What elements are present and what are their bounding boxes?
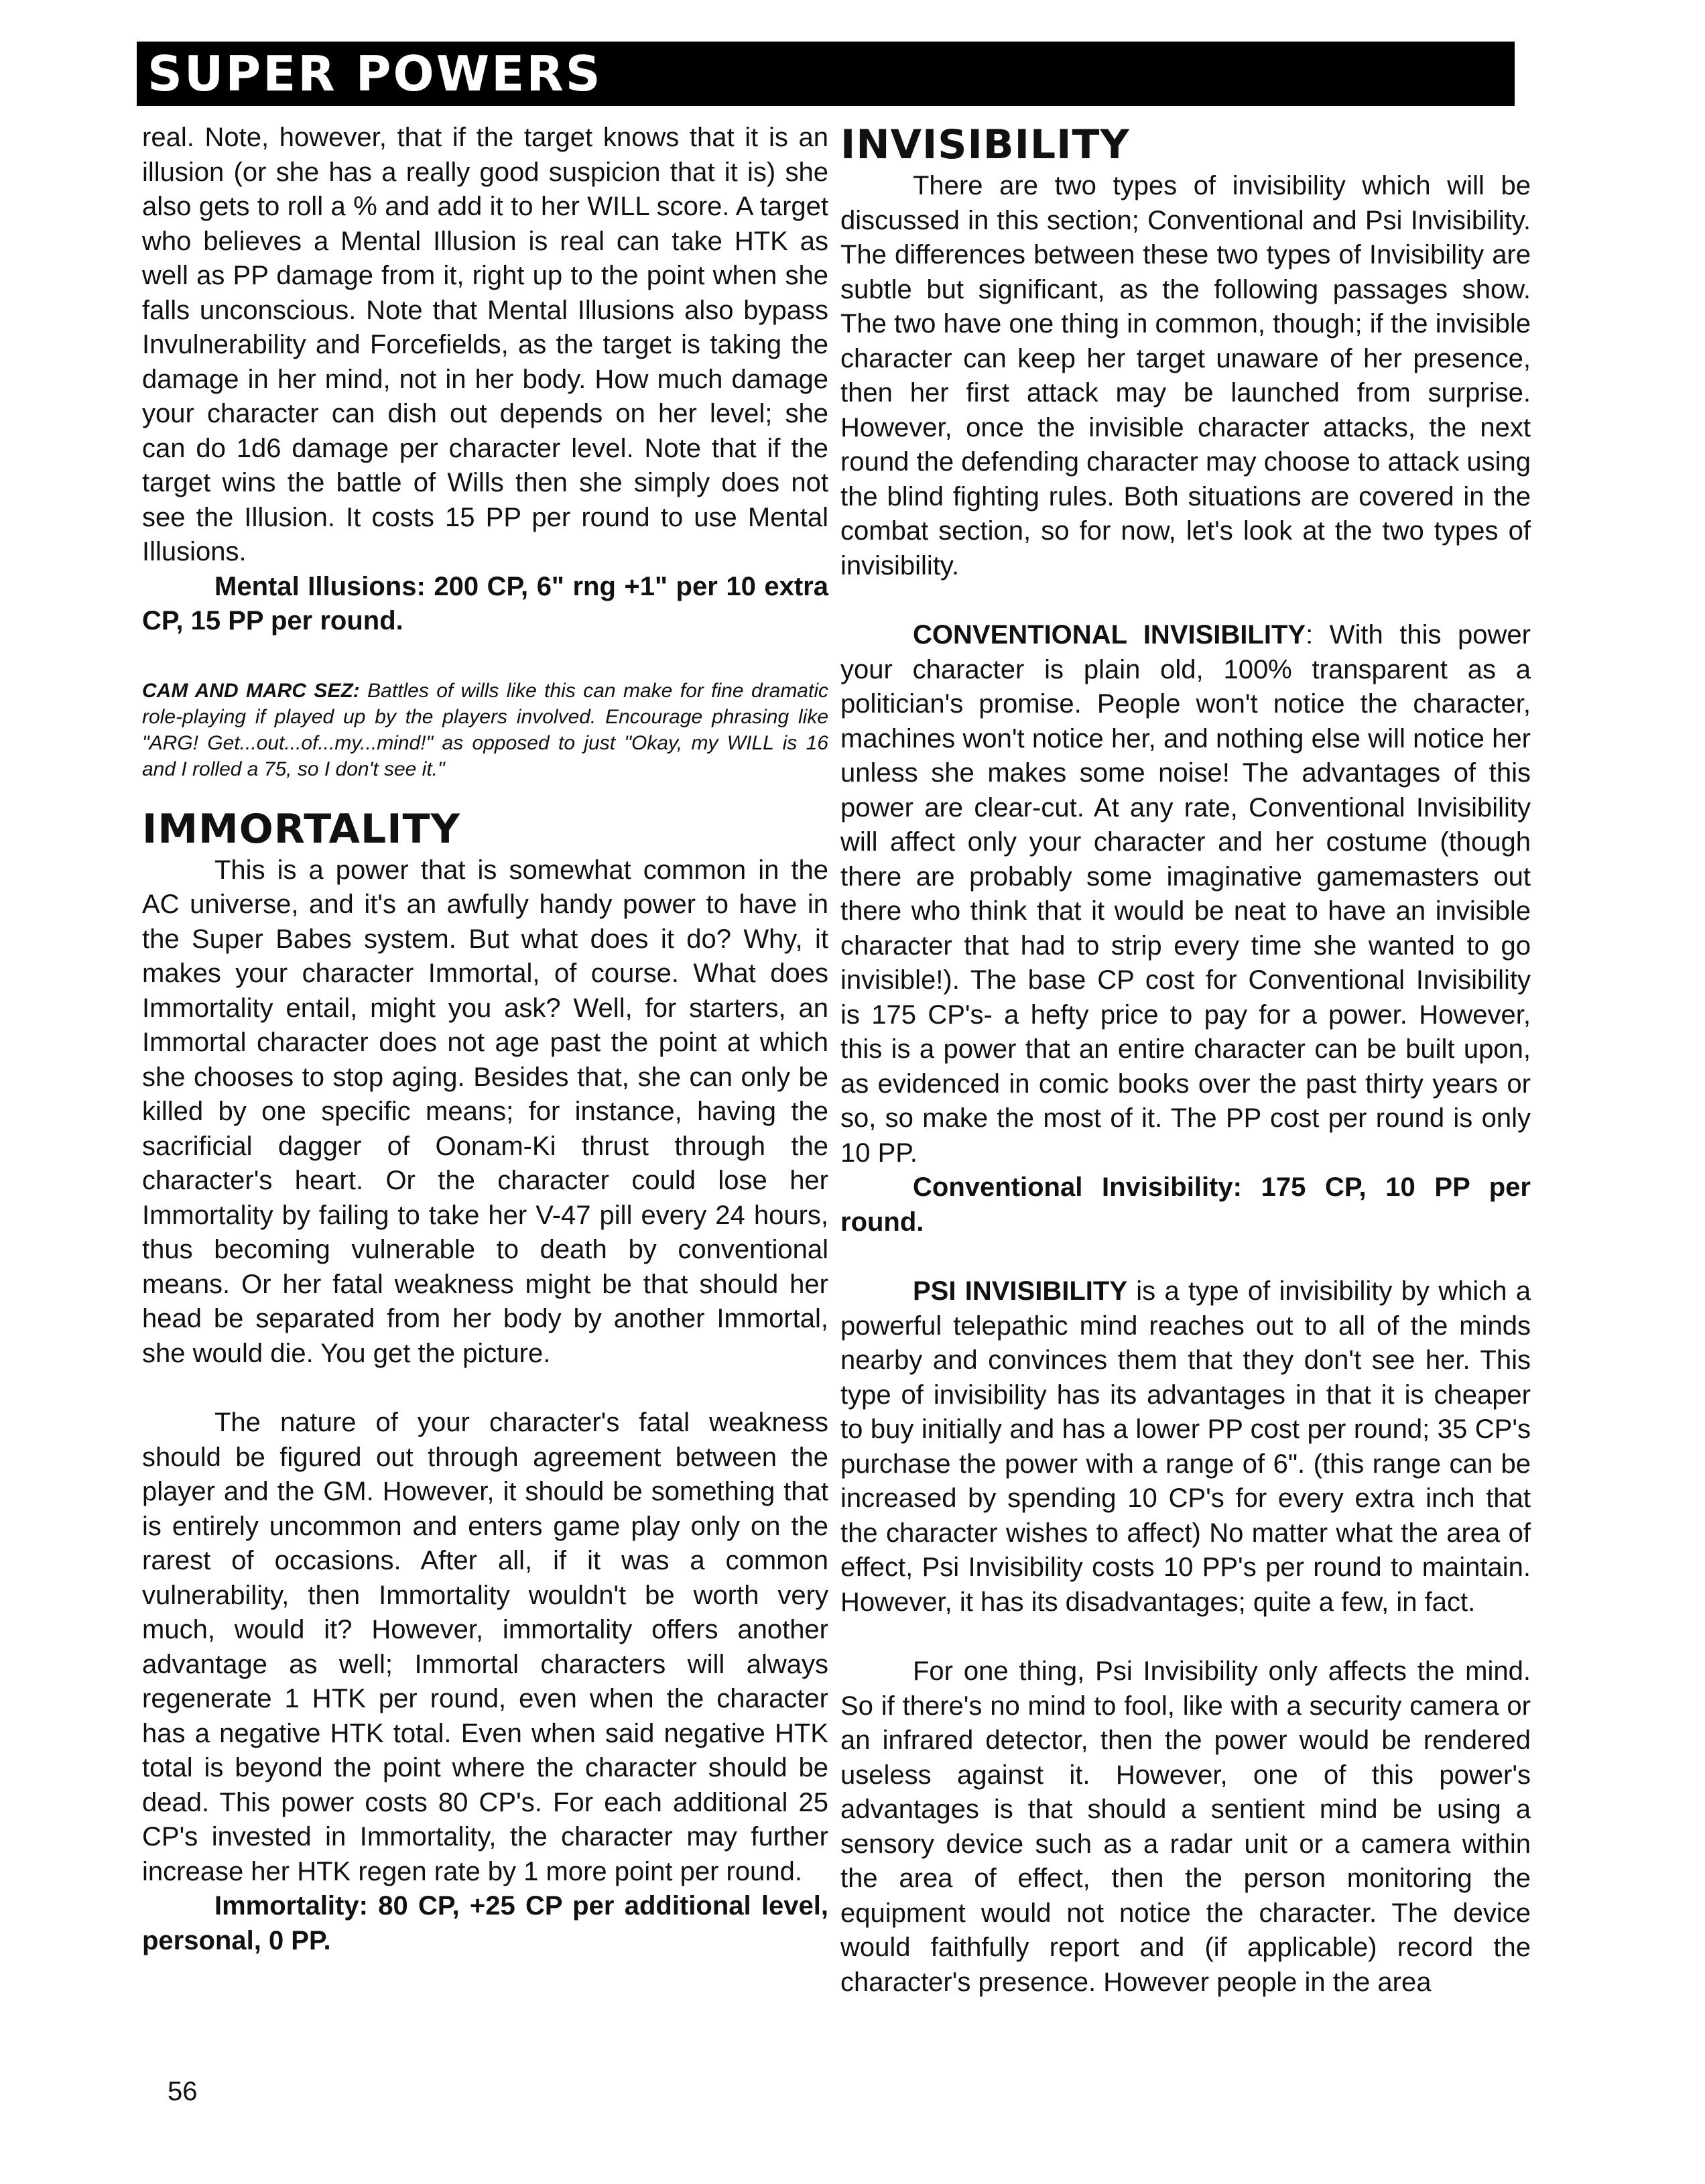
immortality-heading: IMMORTALITY: [142, 805, 460, 853]
psi-invisibility-paragraph: [840, 1274, 1531, 1620]
psi-invisibility-label: PSI INVISIBILITY: [913, 1276, 1127, 1306]
psi-invisibility-text: is a type of invisibility by which a powerful telepathic mind reaches out to all of the minds nearby and convinces them that they don't see her. This type of invisibility has its advantages in that it is cheaper to buy initially and has a lower PP cost per round; 35 CP's purchase the power with a range of 6". (this range can be increased by spending 10 CP's for every extra inch that the character wishes to affect) No matter what the area of effect, Psi Invisibility costs 10 PP's per round to maintain. However, it has its disadvantages; quite a few, in fact.: [840, 1276, 1531, 1617]
left-column: [142, 121, 828, 1958]
immortality-stat-line: Immortality: 80 CP, +25 CP per additional level, personal, 0 PP.: [142, 1891, 828, 1955]
mental-illusions-stat-line: Mental Illusions: 200 CP, 6" rng +1" per 10 extra CP, 15 PP per round.: [142, 571, 828, 635]
designer-sidebar-note: [142, 678, 828, 782]
sidebar-lead: CAM AND MARC SEZ:: [142, 679, 360, 702]
section-header-title: SUPER POWERS: [147, 46, 603, 102]
sidebar-text: Battles of wills like this can make for fine dramatic role-playing if played up by the players involved. Encourage phrasing like "ARG! Get...out...of...my...mind!" as opposed to just "Okay, my WILL is 16 and I rolled a 75, so I don't see it.": [142, 679, 828, 780]
immortality-paragraph-1: This is a power that is somewhat common in the AC universe, and it's an awfully handy power to have in the Super Babes system. But what does it do? Why, it makes your character Immortal, of course. What does Immortality entail, might you ask? Well, for starters, an Immortal character does not age past the point at which she chooses to stop aging. Besides that, she can only be killed by one specific means; for instance, having the sacrificial dagger of Oonam-Ki thrust through the character's heart. Or the character could lose her Immortality by failing to take her V-47 pill every 24 hours, thus becoming vulnerable to death by conventional means. Or her fatal weakness might be that should her head be separated from her body by another Immortal, she would die. You get the picture.: [142, 855, 828, 1368]
conventional-invisibility-paragraph: [840, 618, 1531, 1170]
invisibility-heading: INVISIBILITY: [840, 121, 1130, 168]
immortality-paragraph-2: The nature of your character's fatal weakness should be figured out through agreement between the player and the GM. However, it should be something that is entirely uncommon and enters game play only on the rarest of occasions. After all, if it was a common vulnerability, then Immortality wouldn't be worth very much, would it? However, immortality offers another advantage as well; Immortal characters will always regenerate 1 HTK per round, even when the character has a negative HTK total. Even when said negative HTK total is beyond the point where the character should be dead. This power costs 80 CP's. For each additional 25 CP's invested in Immortality, the character may further increase her HTK regen rate by 1 more point per round.: [142, 1408, 828, 1886]
conventional-invisibility-stat-line: Conventional Invisibility: 175 CP, 10 PP per round.: [840, 1172, 1531, 1237]
right-column: [840, 121, 1531, 2000]
mental-illusions-continued-paragraph: real. Note, however, that if the target knows that it is an illusion (or she has a really good suspicion that it is) she also gets to roll a % and add it to her WILL score. A target who believes a Mental Illusion is real can take HTK as well as PP damage from it, right up to the point when she falls unconscious. Note that Mental Illusions also bypass Invulnerability and Forcefields, as the target is taking the damage in her mind, not in her body. How much damage your character can dish out depends on her level; she can do 1d6 damage per character level. Note that if the target wins the battle of Wills then she simply does not see the Illusion. It costs 15 PP per round to use Mental Illusions.: [142, 123, 828, 566]
invisibility-intro-paragraph: There are two types of invisibility which will be discussed in this section; Conventional and Psi Invisibility. The differences between these two types of Invisibility are subtle but significant, as the following passages show. The two have one thing in common, though; if the invisible character can keep her target unaware of her presence, then her first attack may be launched from surprise. However, once the invisible character attacks, the next round the defending character may choose to attack using the blind fighting rules. Both situations are covered in the combat section, so for now, let's look at the two types of invisibility.: [840, 171, 1531, 581]
conventional-invisibility-label: CONVENTIONAL INVISIBILITY: [913, 620, 1306, 650]
page-number: 56: [168, 2077, 198, 2106]
psi-invisibility-paragraph-2: For one thing, Psi Invisibility only affects the mind. So if there's no mind to fool, like with a security camera or an infrared detector, then the power would be rendered useless against it. However, one of this power's advantages is that should a sentient mind be using a sensory device such as a radar unit or a camera within the area of effect, then the person monitoring the equipment would not notice the character. The device would faithfully report and (if applicable) record the character's presence. However people in the area: [840, 1656, 1531, 1997]
conventional-invisibility-text: : With this power your character is plain old, 100% transparent as a politician's promise. People won't notice the character, machines won't notice her, and nothing else will notice her unless she makes some noise! The advantages of this power are clear-cut. At any rate, Conventional Invisibility will affect only your character and her costume (though there are probably some imaginative gamemasters out there who think that it would be neat to have an invisible character that had to strip every time she wanted to go invisible!). The base CP cost for Conventional Invisibility is 175 CP's- a hefty price to pay for a power. However, this is a power that an entire character can be built upon, as evidenced in comic books over the past thirty years or so, so make the most of it. The PP cost per round is only 10 PP.: [840, 620, 1531, 1168]
section-header-bar: [137, 42, 1515, 106]
